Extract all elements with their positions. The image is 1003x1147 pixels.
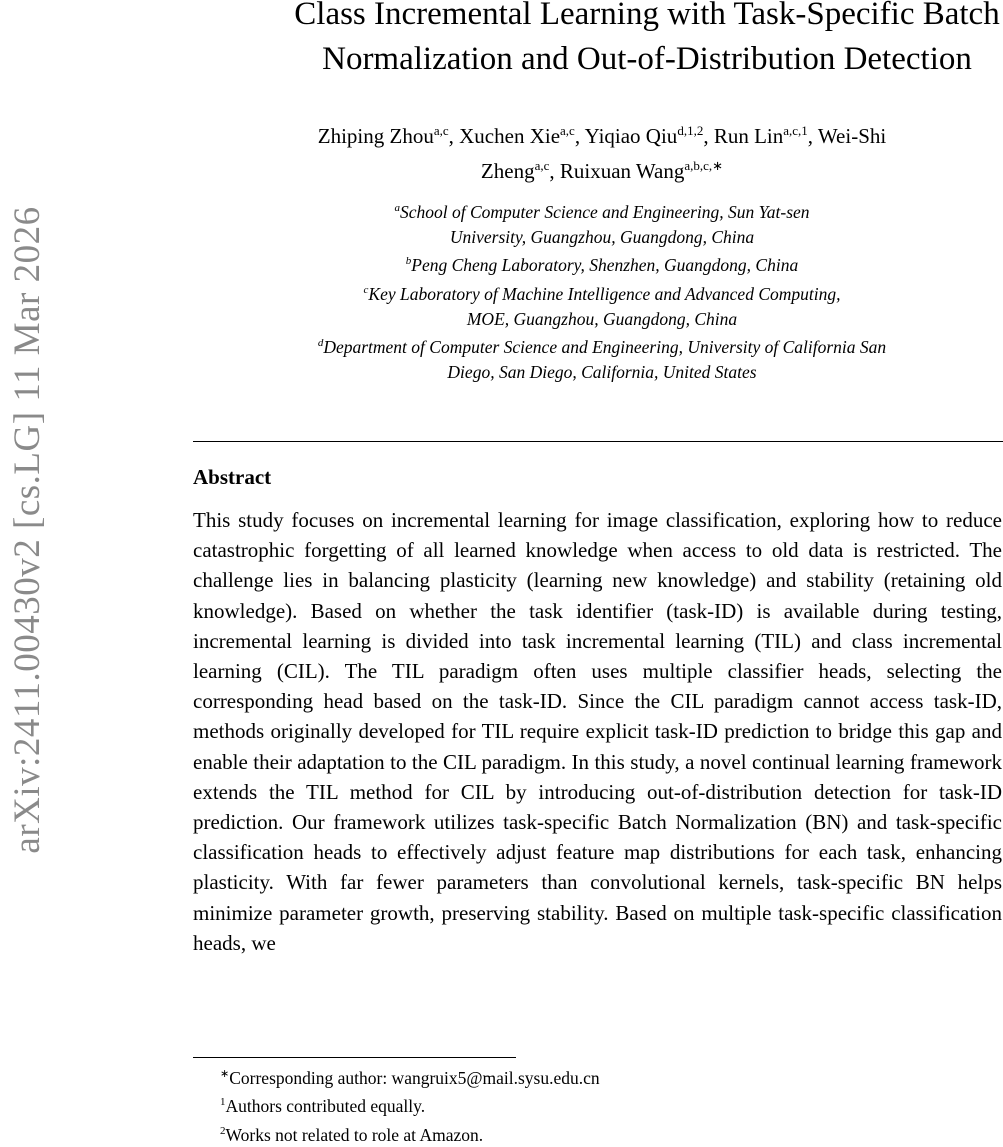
abstract-top-rule <box>193 441 1003 442</box>
title-line-2: Normalization and Out-of-Distribution Detection <box>322 41 972 77</box>
author-name: Zhiping Zhou <box>317 124 434 148</box>
footnote-text: Authors contributed equally. <box>225 1096 426 1117</box>
affiliation-marker: d <box>317 337 324 350</box>
footnote-marker: 2 <box>220 1124 226 1137</box>
paper-title <box>193 0 1003 82</box>
affiliation-text: School of Computer Science and Engineering, Sun Yat-sen <box>399 201 810 222</box>
footnote-text: Corresponding author: wangruix5@mail.sysu.edu.cn <box>229 1067 600 1088</box>
author-affiliation-marker: a,b,c,∗ <box>684 158 724 173</box>
author-name: Zheng <box>480 159 535 183</box>
author-name: Wei-Shi <box>817 124 887 148</box>
affiliation-marker: c <box>363 284 369 297</box>
author-name: Run Lin <box>713 124 784 148</box>
affiliation-c-cont: MOE, Guangzhou, Guangdong, China <box>466 308 738 329</box>
footnote-equal-contribution <box>220 1090 600 1118</box>
affiliation-d <box>198 331 1003 360</box>
affiliation-text: Key Laboratory of Machine Intelligence and Advanced Computing, <box>368 283 841 304</box>
author-name: Ruixuan Wang <box>559 159 685 183</box>
author-affiliation-marker: a,c,1 <box>783 123 808 138</box>
affiliation-marker: b <box>405 255 412 268</box>
affiliation-a-cont: University, Guangzhou, Guangdong, China <box>449 226 755 247</box>
author-affiliation-marker: a,c <box>433 123 449 138</box>
footnote-amazon <box>220 1119 600 1147</box>
author-affiliation-marker: a,c <box>534 158 550 173</box>
footnote-corresponding-author <box>220 1062 600 1090</box>
affiliation-text: Department of Computer Science and Engineering, University of California San <box>323 337 887 358</box>
author-name: Xuchen Xie <box>459 124 561 148</box>
affiliation-list <box>198 196 1003 385</box>
affiliation-a <box>198 196 1003 225</box>
author-affiliation-marker: d,1,2 <box>677 123 704 138</box>
affiliation-b <box>198 249 1003 278</box>
footnote-rule <box>193 1057 516 1058</box>
affiliation-d-cont: Diego, San Diego, California, United States <box>447 362 757 383</box>
author-name: Yiqiao Qiu <box>584 124 678 148</box>
affiliation-c <box>198 278 1003 307</box>
footnote-text: Works not related to role at Amazon. <box>225 1124 484 1145</box>
footnote-marker: 1 <box>220 1096 226 1109</box>
affiliation-marker: a <box>394 202 400 214</box>
affiliation-text: Peng Cheng Laboratory, Shenzhen, Guangdong, China <box>411 255 799 276</box>
arxiv-identifier-stamp: arXiv:2411.00430v2 [cs.LG] 11 Mar 2026 <box>7 206 48 854</box>
author-list: Zhiping Zhou$^{a,c}$, Xuchen Xie$^{a,c}$, Yiqiao Qiu$^{d,1,2}$, Run Lin$^{a,c,1}$, Wei-Shi Zheng$^{a,c}$, Ruixuan Wang$^{a,b,c,∗}$ <box>317 123 887 183</box>
footnote-marker: ∗ <box>220 1068 230 1080</box>
footnotes <box>220 1062 600 1147</box>
abstract-text: This study focuses on incremental learning for image classification, exploring how to reduce catastrophic forgetting of all learned knowledge when access to old data is restricted. The challenge lies in balancing plasticity (learning new knowledge) and stability (retaining old knowledge). Based on whether the task identifier (task-ID) is available during testing, incremental learning is divided into task incremental learning (TIL) and class incremental learning (CIL). The TIL paradigm often uses multiple classifier heads, selecting the corresponding head based on the task-ID. Since the CIL paradigm cannot access task-ID, methods originally developed for TIL require explicit task-ID prediction to bridge this gap and enable their adaptation to the CIL paradigm. In this study, a novel continual learning framework extends the TIL method for CIL by introducing out-of-distribution detection for task-ID prediction. Our framework utilizes task-specific Batch Normalization (BN) and task-specific classification heads to effectively adjust feature map distributions for each task, enhancing plasticity. With far fewer parameters than convolutional kernels, task-specific BN helps minimize parameter growth, preserving stability. Based on multiple task-specific classification heads, we <box>193 508 1002 955</box>
abstract-heading: Abstract <box>193 465 272 489</box>
author-affiliation-marker: a,c <box>560 123 575 138</box>
title-line-1: Class Incremental Learning with Task-Specific Batch <box>294 0 1000 32</box>
